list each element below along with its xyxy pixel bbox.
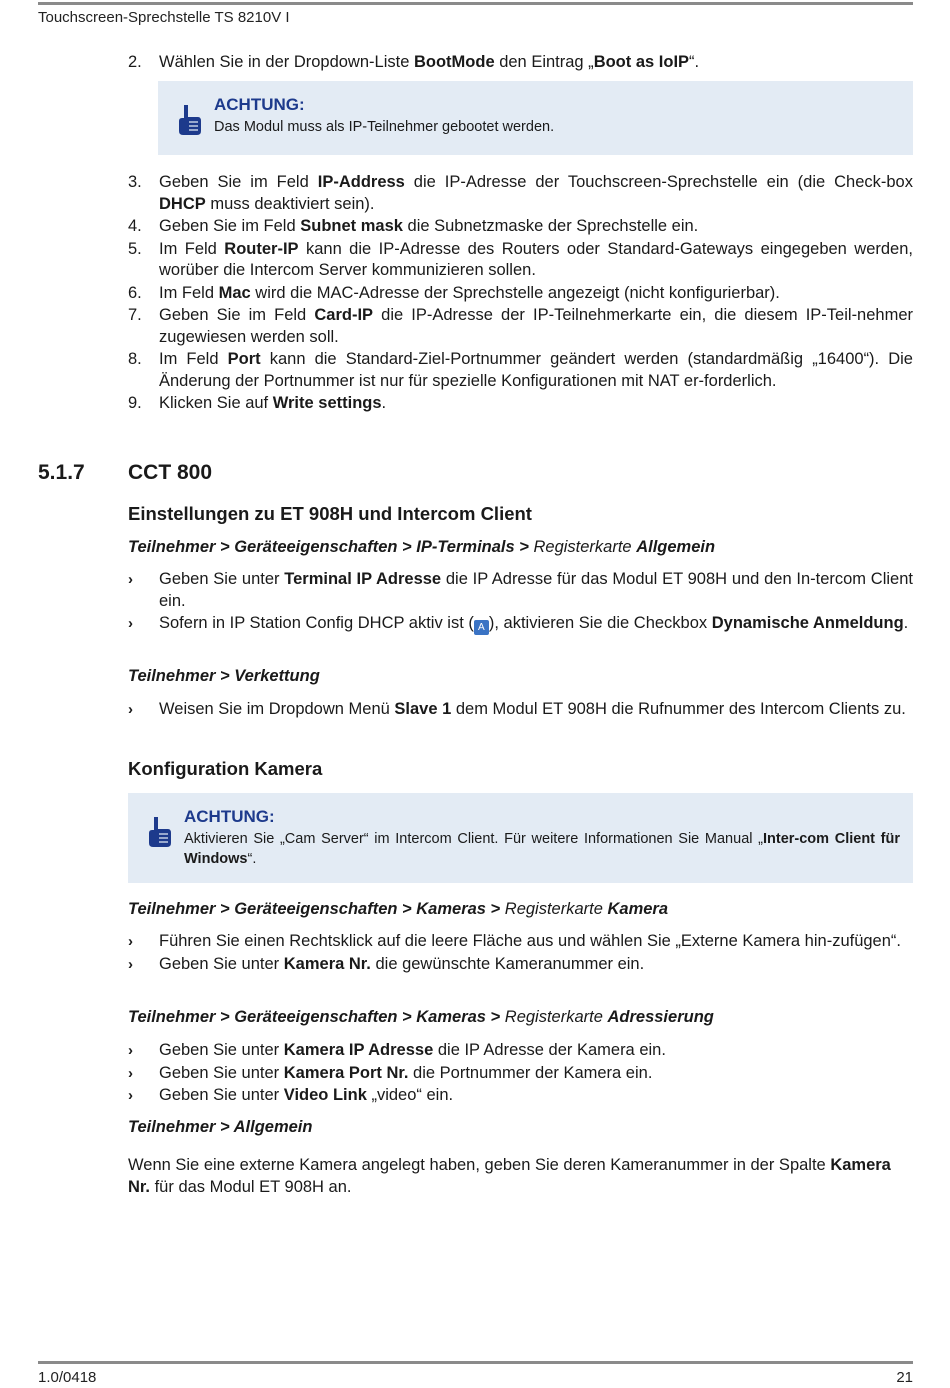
- running-header: Touchscreen-Sprechstelle TS 8210V I: [38, 9, 290, 26]
- list-item: › Sofern in IP Station Config DHCP aktiv ist ( A ), aktivieren Sie die Checkbox Dynamische Anmeldung.: [128, 614, 909, 633]
- hand-pointer-icon: [178, 103, 202, 137]
- subsection-heading: Konfiguration Kamera: [128, 758, 323, 779]
- menu-path: Teilnehmer > Geräteeigenschaften > Kameras > Registerkarte Kamera: [128, 900, 669, 918]
- list-item: › Geben Sie unter Kamera IP Adresse die IP Adresse der Kamera ein.: [128, 1041, 666, 1059]
- bullet-list: [128, 1040, 913, 1108]
- step-item: 9. Klicken Sie auf Write settings.: [128, 394, 387, 412]
- steps-list: [128, 172, 913, 416]
- list-item: › Geben Sie unter Kamera Port Nr. die Portnummer der Kamera ein.: [128, 1063, 653, 1082]
- list-item: › Geben Sie unter Video Link „video“ ein.: [128, 1086, 454, 1104]
- footer-rule: [38, 1361, 913, 1364]
- step-item: 6. Im Feld Mac wird die MAC-Adresse der Sprechstelle angezeigt (nicht konfigurierbar).: [128, 283, 780, 302]
- menu-path: Teilnehmer > Verkettung: [128, 667, 320, 685]
- footer-version: 1.0/0418: [38, 1369, 97, 1386]
- list-item: › Geben Sie unter Kamera Nr. die gewünschte Kameranummer ein.: [128, 954, 645, 973]
- list-item: › Weisen Sie im Dropdown Menü Slave 1 dem Modul ET 908H die Rufnummer des Intercom Clients zu.: [128, 700, 906, 718]
- step-item: 4. Geben Sie im Feld Subnet mask die Subnetzmaske der Sprechstelle ein.: [128, 217, 699, 235]
- steps-top: [128, 52, 913, 75]
- menu-path: Teilnehmer > Geräteeigenschaften > Kameras > Registerkarte Adressierung: [128, 1008, 714, 1026]
- note-text: Aktivieren Sie „Cam Server“ im Intercom Client. Für weitere Informationen Sie Manual „Inter-com Client für Windows“.: [184, 831, 901, 867]
- page-number: 21: [896, 1369, 913, 1386]
- menu-path: Teilnehmer > Geräteeigenschaften > IP-Terminals > Registerkarte Allgemein: [128, 538, 716, 556]
- bullet-list: [128, 931, 913, 976]
- step-item: 5. Im Feld Router-IP kann die IP-Adresse des Routers oder Standard-Gateways eingegeben werden, worüber die Intercom Server kommunizieren sollen.: [128, 239, 913, 279]
- warning-note: [158, 81, 913, 155]
- list-item: › Führen Sie einen Rechtsklick auf die leere Fläche aus und wählen Sie „Externe Kamera hin-zufügen“.: [128, 932, 901, 950]
- menu-path: Teilnehmer > Allgemein: [128, 1118, 313, 1136]
- list-item: › Geben Sie unter Terminal IP Adresse die IP Adresse für das Modul ET 908H und den In-tercom Client ein.: [128, 570, 913, 610]
- note-title: ACHTUNG:: [214, 95, 305, 114]
- step-item: 2. Wählen Sie in der Dropdown-Liste BootMode den Eintrag „Boot as IoIP“.: [128, 53, 700, 71]
- warning-note: [128, 793, 913, 883]
- auto-icon: A: [474, 620, 489, 635]
- section-title: CCT 800: [128, 461, 213, 484]
- bullet-list: [128, 699, 913, 722]
- note-title: ACHTUNG:: [184, 807, 275, 826]
- final-paragraph: Wenn Sie eine externe Kamera angelegt haben, geben Sie deren Kameranummer in der Spalte Kamera Nr. für das Modul ET 908H an.: [128, 1156, 891, 1196]
- note-text: Das Modul muss als IP-Teilnehmer gebootet werden.: [214, 119, 555, 135]
- step-item: 3. Geben Sie im Feld IP-Address die IP-Adresse der Touchscreen-Sprechstelle ein (die Check-box DHCP muss deaktiviert sein).: [128, 173, 913, 213]
- header-rule: [38, 2, 913, 5]
- hand-pointer-icon: [148, 815, 172, 849]
- step-item: 7. Geben Sie im Feld Card-IP die IP-Adresse der IP-Teilnehmerkarte ein, die diesem IP-Teil-nehmer zugewiesen werden soll.: [128, 306, 914, 346]
- section-number: 5.1.7: [38, 461, 85, 484]
- subsection-heading: Einstellungen zu ET 908H und Intercom Client: [128, 503, 532, 524]
- step-item: 8. Im Feld Port kann die Standard-Ziel-Portnummer geändert werden (standardmäßig „16400“). Die Änderung der Portnummer ist nur für spezielle Konfigurationen mit NAT er-forderlich.: [128, 350, 913, 390]
- bullet-list: [128, 569, 913, 636]
